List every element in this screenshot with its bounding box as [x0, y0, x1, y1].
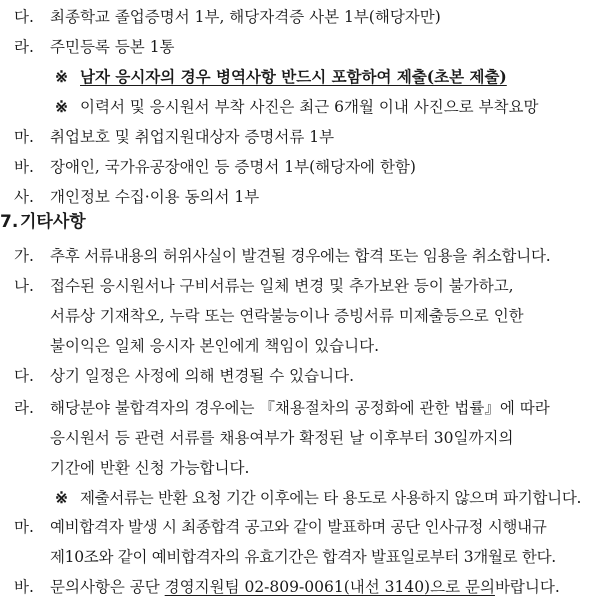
item-text: 개인정보 수집·이용 동의서 1부: [50, 188, 260, 206]
item-marker: 다.: [14, 8, 34, 26]
item-marker: 라.: [14, 38, 34, 56]
contact-info: 경영지원팀 02-809-0061(내선 3140)으로 문의: [164, 578, 495, 596]
note-military-service: [0, 64, 600, 90]
item-marker: 라.: [14, 399, 34, 417]
item-text: 주민등록 등본 1통: [50, 38, 175, 56]
item-text-line: 해당분야 불합격자의 경우에는 『채용절차의 공정화에 관한 법률』에 따라: [50, 399, 550, 417]
item-na-no-changes: [0, 273, 600, 299]
item-da-schedule-change: [0, 363, 600, 389]
note-text: 제출서류는 반환 요청 기간 이후에는 타 용도로 사용하지 않으며 파기합니다.: [80, 489, 582, 507]
item-ra-continued: [0, 425, 600, 451]
item-ba-disability: [0, 154, 600, 180]
item-text: 상기 일정은 사정에 의해 변경될 수 있습니다.: [50, 367, 355, 385]
item-marker: 마.: [14, 128, 34, 146]
item-text: 추후 서류내용의 허위사실이 발견될 경우에는 합격 또는 임용을 취소합니다.: [50, 247, 551, 265]
item-text-line: 불이익은 일체 응시자 본인에게 책임이 있습니다.: [50, 337, 380, 355]
item-text: [50, 574, 560, 600]
item-ra-resident-registration: [0, 34, 600, 60]
item-text-line: 접수된 응시원서나 구비서류는 일체 변경 및 추가보완 등이 불가하고,: [50, 277, 514, 295]
item-text-line: 예비합격자 발생 시 최종합격 공고와 같이 발표하며 공단 인사규정 시행내규: [50, 518, 547, 536]
item-marker: 사.: [14, 188, 34, 206]
item-na-continued: [0, 333, 600, 359]
item-ra-document-return: [0, 395, 600, 421]
item-text: 취업보호 및 취업지원대상자 증명서류 1부: [50, 128, 335, 146]
item-ma-reserve-candidates: [0, 514, 600, 540]
item-marker: 마.: [14, 518, 34, 536]
item-text: 장애인, 국가유공장애인 등 증명서 1부(해당자에 한함): [50, 158, 416, 176]
item-sa-privacy-consent: [0, 184, 600, 210]
note-mark: ※: [55, 97, 68, 116]
section-number: 7.: [0, 212, 19, 232]
section-title: 기타사항: [20, 212, 86, 232]
item-marker: 바.: [14, 158, 34, 176]
item-ra-continued: [0, 455, 600, 481]
note-mark: ※: [55, 67, 68, 86]
item-text-line: 기간에 반환 신청 가능합니다.: [50, 459, 250, 477]
note-photo: [0, 94, 600, 120]
inquiry-text-before: 문의사항은 공단: [50, 578, 165, 596]
note-text-emphasized: 남자 응시자의 경우 병역사항 반드시 포함하여 제출(초본 제출): [80, 67, 507, 86]
item-marker: 바.: [14, 578, 34, 596]
item-text: 최종학교 졸업증명서 1부, 해당자격증 사본 1부(해당자만): [50, 8, 441, 26]
item-ma-employment-protection: [0, 124, 600, 150]
item-marker: 가.: [14, 247, 34, 265]
inquiry-text-after: 바랍니다.: [494, 578, 560, 596]
item-marker: 다.: [14, 367, 34, 385]
item-text-line: 서류상 기재착오, 누락 또는 연락불능이나 증빙서류 미제출등으로 인한: [50, 307, 524, 325]
note-text: 이력서 및 응시원서 부착 사진은 최근 6개월 이내 사진으로 부착요망: [80, 98, 539, 116]
note-document-disposal: [0, 485, 600, 511]
item-marker: 나.: [14, 277, 34, 295]
item-text-line: 응시원서 등 관련 서류를 채용여부가 확정된 날 이후부터 30일까지의: [50, 429, 514, 447]
item-ma-continued: [0, 544, 600, 570]
item-ga-false-documents: [0, 243, 600, 269]
note-mark: ※: [55, 488, 68, 507]
item-na-continued: [0, 303, 600, 329]
item-da-certificates: [0, 4, 600, 30]
item-text-line: 제10조와 같이 예비합격자의 유효기간은 합격자 발표일로부터 3개월로 한다.: [50, 548, 556, 566]
item-ba-inquiries: [0, 574, 600, 600]
